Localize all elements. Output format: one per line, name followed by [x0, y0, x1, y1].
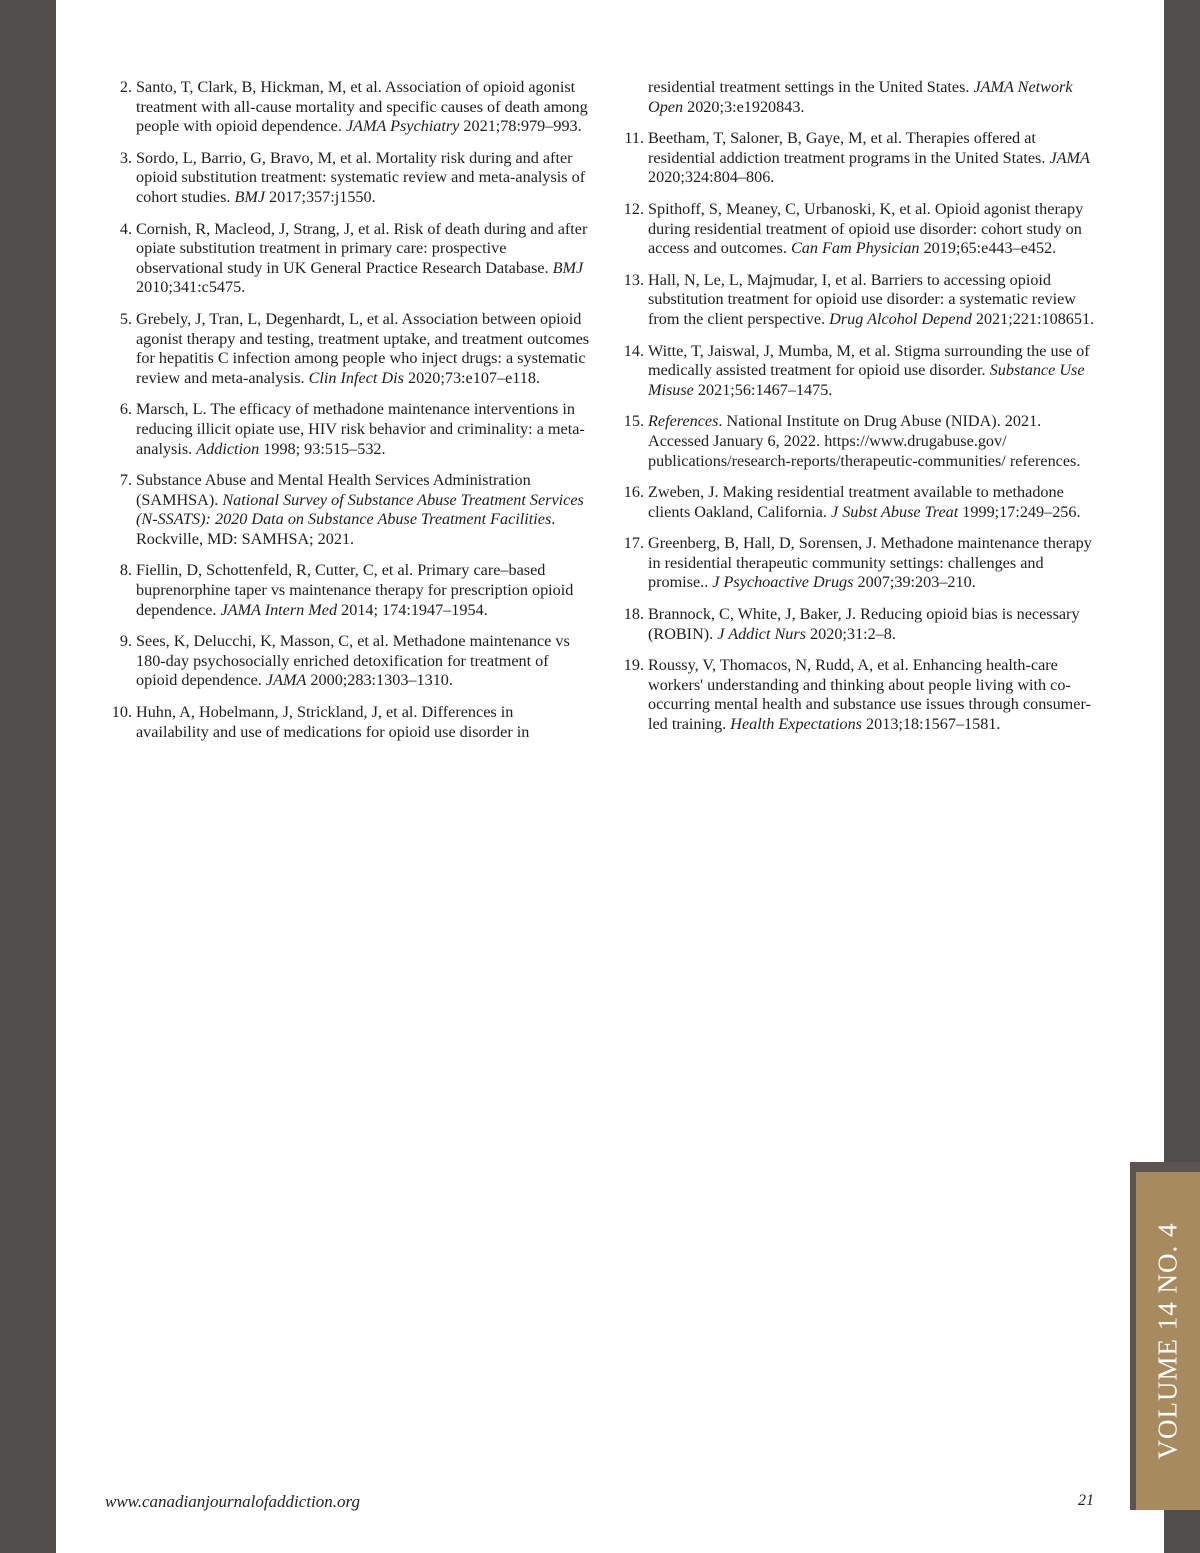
journal-title: J Addict Nurs	[717, 624, 806, 643]
references-right-column	[612, 78, 1102, 747]
reference-number: 16.	[623, 483, 644, 502]
journal-title: National Survey of Substance Abuse Treatment Services (N-SSATS): 2020 Data on Substance Abuse Treatment Facilities	[136, 490, 584, 529]
reference-item: 12. Spithoff, S, Meaney, C, Urbanoski, K, et al. Opioid agonist therapy during residential treatment of opioid use disorder: cohort study on access and outcomes. Can Fam Physician 2019;65:e443–e452.	[612, 200, 1102, 259]
journal-title: References	[648, 412, 719, 431]
journal-title: Drug Alcohol Depend	[829, 309, 972, 328]
reference-item: 10. Huhn, A, Hobelmann, J, Strickland, J, et al. Differences in availability and use of medications for opioid use disorder in	[100, 703, 590, 742]
reference-number: 2.	[119, 78, 132, 96]
reference-number: 15.	[623, 412, 644, 431]
reference-number: 5.	[119, 309, 132, 328]
reference-number: 10.	[111, 703, 132, 722]
reference-item: 16. Zweben, J. Making residential treatment available to methadone clients Oakland, California. J Subst Abuse Treat 1999;17:249–256.	[612, 483, 1102, 522]
reference-item: 14. Witte, T, Jaiswal, J, Mumba, M, et al. Stigma surrounding the use of medically assisted treatment for opioid use disorder. Substance Use Misuse 2021;56:1467–1475.	[612, 342, 1102, 401]
reference-item: 3. Sordo, L, Barrio, G, Bravo, M, et al. Mortality risk during and after opioid substitution treatment: systematic review and meta-analysis of cohort studies. BMJ 2017;357:j1550.	[100, 149, 590, 208]
reference-number: 8.	[119, 561, 132, 580]
reference-item: 5. Grebely, J, Tran, L, Degenhardt, L, et al. Association between opioid agonist therapy and testing, treatment uptake, and treatment outcomes for hepatitis C infection among people who inject drugs: a systematic review and meta-analysis. Clin Infect Dis 2020;73:e107–e118.	[100, 310, 590, 388]
journal-title: JAMA	[265, 671, 307, 690]
reference-item: 13. Hall, N, Le, L, Majmudar, I, et al. Barriers to accessing opioid substitution treatment for opioid use disorder: a systematic review from the client perspective. Drug Alcohol Depend 2021;221:108651.	[612, 271, 1102, 330]
reference-item: 2. Santo, T, Clark, B, Hickman, M, et al. Association of opioid agonist treatment with all-cause mortality and specific causes of death among people with opioid dependence. JAMA Psychiatry 2021;78:979–993.	[100, 78, 590, 137]
left-border-bar	[0, 0, 56, 1553]
reference-number: 17.	[623, 534, 644, 553]
journal-title: Substance Use Misuse	[648, 361, 1085, 399]
reference-item: 8. Fiellin, D, Schottenfeld, R, Cutter, C, et al. Primary care–based buprenorphine taper vs maintenance therapy for prescription opioid dependence. JAMA Intern Med 2014; 174:1947–1954.	[100, 561, 590, 620]
reference-item: 15. References. National Institute on Drug Abuse (NIDA). 2021. Accessed January 6, 2022. https://www.drugabuse.gov/ publications/research-reports/therapeutic-communities/ references.	[612, 412, 1102, 471]
reference-number: 7.	[119, 471, 132, 490]
journal-title: Can Fam Physician	[790, 239, 920, 258]
reference-number: 9.	[119, 632, 132, 651]
reference-continuation: residential treatment settings in the United States. JAMA Network Open 2020;3:e1920843.	[648, 78, 1073, 116]
volume-tab	[1130, 1162, 1200, 1510]
reference-item: 17. Greenberg, B, Hall, D, Sorensen, J. Methadone maintenance therapy in residential therapeutic community settings: challenges and promise.. J Psychoactive Drugs 2007;39:203–210.	[612, 534, 1102, 593]
journal-title: JAMA Psychiatry	[345, 117, 460, 136]
reference-item: 9. Sees, K, Delucchi, K, Masson, C, et al. Methadone maintenance vs 180-day psychosocially enriched detoxification for treatment of opioid dependence. JAMA 2000;283:1303–1310.	[100, 632, 590, 691]
journal-title: BMJ	[552, 258, 584, 277]
volume-label: VOLUME 14 NO. 4	[1152, 1222, 1183, 1460]
reference-number: 13.	[623, 270, 644, 289]
journal-title: J Psychoactive Drugs	[712, 573, 854, 592]
reference-item: 4. Cornish, R, Macleod, J, Strang, J, et al. Risk of death during and after opiate substitution treatment in primary care: prospective observational study in UK General Practice Research Database. BMJ 2010;341:c5475.	[100, 220, 590, 298]
journal-title: J Subst Abuse Treat	[830, 502, 959, 521]
reference-number: 14.	[623, 341, 644, 360]
journal-title: Clin Infect Dis	[308, 368, 404, 387]
journal-title: JAMA	[1049, 148, 1090, 167]
journal-title: BMJ	[234, 187, 266, 206]
reference-number: 18.	[623, 605, 644, 624]
journal-title: JAMA Network Open	[648, 78, 1073, 116]
reference-number: 6.	[119, 400, 132, 419]
reference-item: 19. Roussy, V, Thomacos, N, Rudd, A, et al. Enhancing health-care workers' understanding and thinking about people living with co-occurring mental health and substance use issues through consumer-led training. Health Expectations 2013;18:1567–1581.	[612, 656, 1102, 734]
reference-item: 18. Brannock, C, White, J, Baker, J. Reducing opioid bias is necessary (ROBIN). J Addict Nurs 2020;31:2–8.	[612, 605, 1102, 644]
reference-item: 7. Substance Abuse and Mental Health Services Administration (SAMHSA). National Survey of Substance Abuse Treatment Services (N-SSATS): 2020 Data on Substance Abuse Treatment Facilities. Rockville, MD: SAMHSA; 2021.	[100, 471, 590, 549]
journal-title: Addiction	[196, 439, 260, 458]
reference-number: 11.	[624, 129, 644, 148]
footer-website-url: www.canadianjournalofaddiction.org	[105, 1492, 361, 1511]
journal-title: Health Expectations	[730, 715, 862, 734]
journal-title: JAMA Intern Med	[220, 600, 338, 619]
reference-number: 3.	[119, 148, 132, 167]
page-number: 21	[1078, 1492, 1094, 1509]
reference-item: 6. Marsch, L. The efficacy of methadone maintenance interventions in reducing illicit opiate use, HIV risk behavior and criminality: a meta-analysis. Addiction 1998; 93:515–532.	[100, 400, 590, 459]
reference-number: 19.	[623, 656, 644, 675]
reference-item: 11. Beetham, T, Saloner, B, Gaye, M, et al. Therapies offered at residential addiction treatment programs in the United States. JAMA 2020;324:804–806.	[612, 129, 1102, 188]
reference-number: 12.	[623, 199, 644, 218]
reference-number: 4.	[119, 219, 132, 238]
references-left-column	[100, 78, 590, 754]
